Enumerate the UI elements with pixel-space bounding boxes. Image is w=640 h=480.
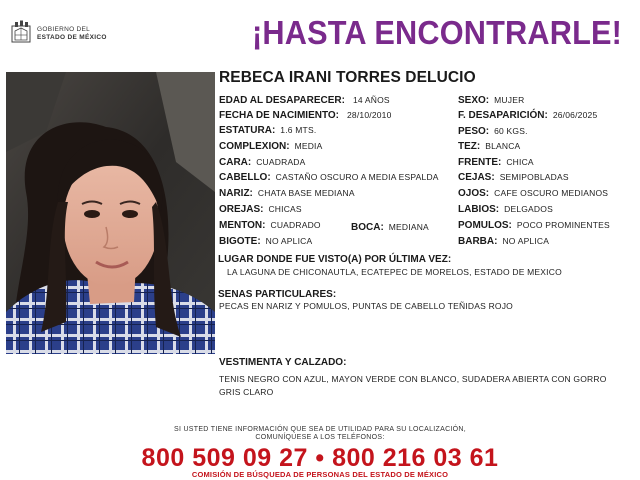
detail-nose [219, 188, 355, 199]
detail-weight [458, 126, 528, 137]
detail-label: OJOS: [458, 188, 490, 199]
detail-label: FECHA DE NACIMIENTO: [219, 110, 339, 121]
detail-value: 28/10/2010 [347, 110, 392, 120]
detail-value: CHATA BASE MEDIANA [257, 188, 355, 198]
detail-value: CHICAS [268, 204, 302, 214]
detail-value: POCO PROMINENTES [516, 220, 610, 230]
detail-value: CHICA [506, 157, 534, 167]
detail-beard [458, 236, 549, 247]
clothing-text: TENIS NEGRO CON AZUL, MAYON VERDE CON BLANCO, SUDADERA ABIERTA CON GORRO GRIS CLARO [219, 374, 607, 397]
detail-label: BARBA: [458, 236, 498, 247]
detail-label: OREJAS: [219, 204, 264, 215]
detail-label: TEZ: [458, 141, 481, 152]
detail-eyes [458, 188, 608, 199]
detail-age [219, 95, 390, 106]
detail-label: NARIZ: [219, 188, 253, 199]
detail-cheekbones [458, 220, 610, 231]
detail-chin [219, 220, 321, 231]
person-name: REBECA IRANI TORRES DELUCIO [219, 69, 476, 86]
detail-value: CUADRADO [270, 220, 321, 230]
detail-label: CABELLO: [219, 172, 271, 183]
detail-skin-tone [458, 141, 520, 152]
marks-title: SENAS PARTICULARES: [218, 289, 337, 300]
commission-name: COMISIÓN DE BÚSQUEDA DE PERSONAS DEL ESTADO DE MÉXICO [191, 470, 449, 479]
detail-label: BIGOTE: [219, 236, 261, 247]
detail-forehead [458, 157, 534, 168]
detail-height [219, 125, 316, 136]
detail-label: CARA: [219, 157, 252, 168]
detail-birthdate [219, 110, 392, 121]
portrait-illustration [6, 72, 215, 354]
detail-hair [219, 172, 439, 183]
missing-person-photo [6, 72, 215, 354]
detail-value: NO APLICA [502, 236, 550, 246]
clothing-title: VESTIMENTA Y CALZADO: [219, 357, 347, 368]
detail-eyebrows [458, 172, 569, 183]
detail-complexion [219, 141, 322, 152]
detail-label: EDAD AL DESAPARECER: [219, 95, 345, 106]
detail-label: FRENTE: [458, 157, 502, 168]
detail-face [219, 157, 306, 168]
info-line1: SI USTED TIENE INFORMACIÓN QUE SEA DE UTILIDAD PARA SU LOCALIZACIÓN, [173, 426, 467, 433]
detail-value: CUADRADA [256, 157, 306, 167]
detail-ears [219, 204, 302, 215]
state-crest-icon [10, 20, 32, 44]
detail-label: PESO: [458, 126, 490, 137]
detail-label: LABIOS: [458, 204, 500, 215]
gov-name-line1: GOBIERNO DEL [37, 26, 91, 33]
detail-value: DELGADOS [504, 204, 553, 214]
detail-disappearance-date [458, 110, 597, 121]
detail-label: COMPLEXION: [219, 141, 290, 152]
detail-value: 14 AÑOS [352, 95, 390, 105]
detail-lips [458, 204, 553, 215]
phone-numbers: 800 509 09 27 • 800 216 03 61 [141, 444, 499, 472]
government-logo [10, 20, 120, 46]
headline: ¡HASTA ENCONTRARLE! [252, 14, 623, 51]
detail-value: MEDIA [294, 141, 323, 151]
detail-value: 60 KGS. [494, 126, 528, 136]
detail-sex [458, 95, 524, 106]
detail-label: ESTATURA: [219, 125, 276, 136]
detail-mouth [351, 222, 429, 233]
detail-value: MUJER [494, 95, 525, 105]
gov-name-line2: ESTADO DE MÉXICO [37, 34, 107, 41]
detail-value: CASTAÑO OSCURO A MEDIA ESPALDA [275, 172, 439, 182]
detail-value: NO APLICA [265, 236, 313, 246]
last-seen-title: LUGAR DONDE FUE VISTO(A) POR ÚLTIMA VEZ: [218, 254, 452, 265]
detail-label: MENTON: [219, 220, 266, 231]
detail-mustache [219, 236, 312, 247]
last-seen-text: LA LAGUNA DE CHICONAUTLA, ECATEPEC DE MORELOS, ESTADO DE MEXICO [227, 267, 562, 277]
detail-value: MEDIANA [388, 222, 429, 232]
detail-value: SEMIPOBLADAS [499, 172, 569, 182]
detail-value: BLANCA [485, 141, 521, 151]
detail-label: BOCA: [351, 222, 384, 233]
marks-text: PECAS EN NARIZ Y POMULOS, PUNTAS DE CABELLO TEÑIDAS ROJO [219, 301, 513, 311]
detail-label: SEXO: [458, 95, 490, 106]
detail-value: CAFE OSCURO MEDIANOS [494, 188, 609, 198]
detail-label: POMULOS: [458, 220, 512, 231]
detail-value: 26/06/2025 [552, 110, 598, 120]
detail-value: 1.6 MTS. [280, 125, 317, 135]
detail-label: F. DESAPARICIÓN: [458, 110, 548, 121]
info-line2: COMUNÍQUESE A LOS TELÉFONOS: [255, 434, 385, 441]
detail-label: CEJAS: [458, 172, 495, 183]
